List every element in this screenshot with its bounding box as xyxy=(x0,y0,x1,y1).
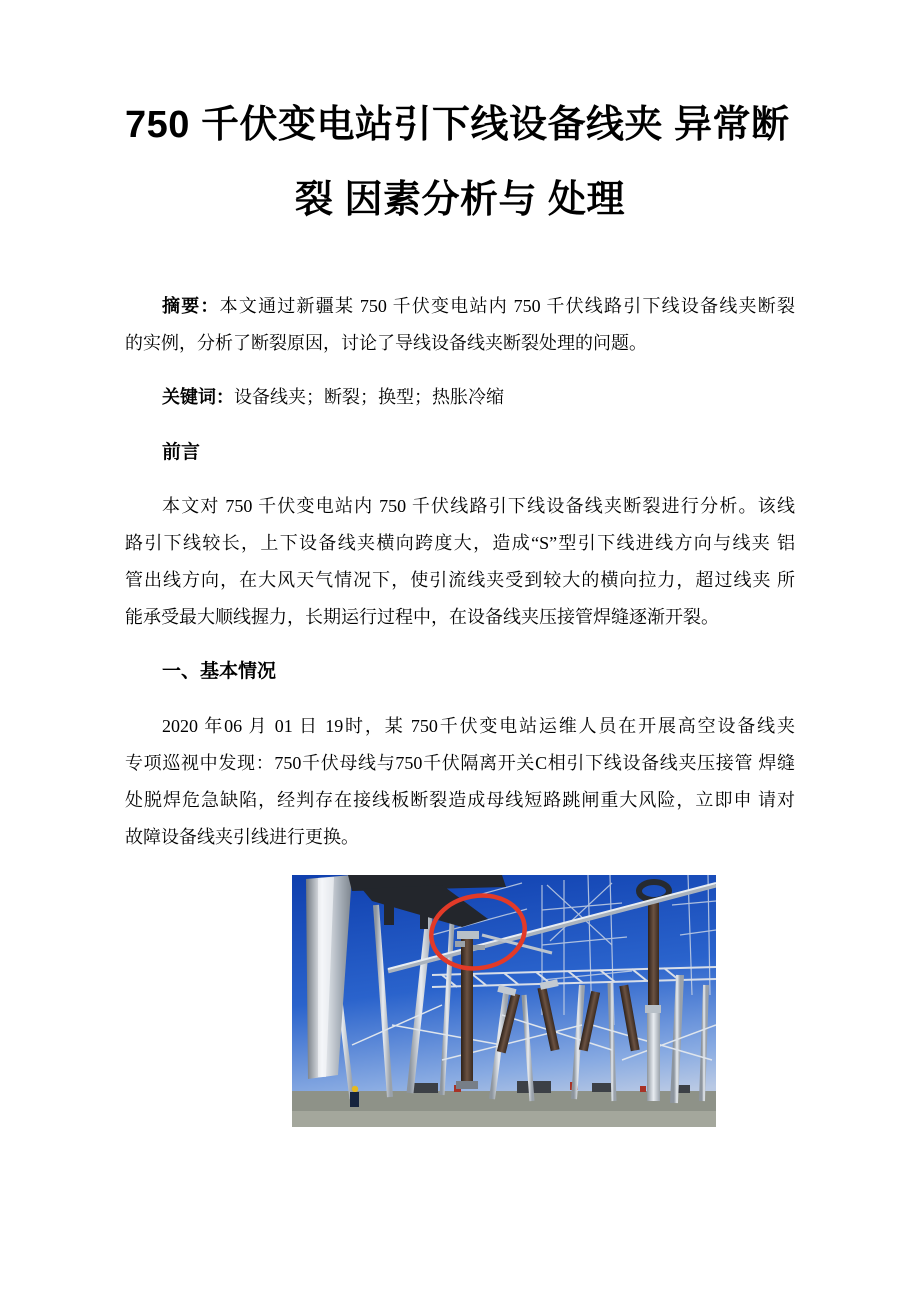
substation-photo-svg xyxy=(292,875,716,1127)
substation-photo xyxy=(292,875,716,1127)
keywords-line xyxy=(125,379,795,416)
preface-paragraph xyxy=(125,488,795,636)
abstract-line xyxy=(125,288,795,325)
section1-heading: 一、基本情况 xyxy=(162,661,277,682)
body-line: 本文对 750 千伏变电站内 750 千伏线路引下线设备线夹断裂进行分析。该线 xyxy=(162,496,795,516)
body-line: 故障设备线夹引线进行更换。 xyxy=(125,827,359,847)
body-line: 专项巡视中发现：750千伏母线与750千伏隔离开关C相引下线设备线夹压接管 焊缝 xyxy=(125,753,795,773)
abstract-paragraph xyxy=(125,288,795,362)
preface-heading: 前言 xyxy=(162,442,201,463)
keywords-label: 关键词： xyxy=(162,387,234,407)
keywords-text: 设备线夹；断裂；换型；热胀冷缩 xyxy=(234,387,504,407)
abstract-label: 摘要： xyxy=(162,296,220,316)
abstract-line: 的实例，分析了断裂原因，讨论了导线设备线夹断裂处理的问题。 xyxy=(125,333,647,353)
keywords-content xyxy=(125,379,795,416)
document-title-line-1: 750 千伏变电站引下线设备线夹 异常断 xyxy=(125,104,790,146)
body-line: 管出线方向，在大风天气情况下，使引流线夹受到较大的横向拉力，超过线夹 所 xyxy=(125,570,795,590)
abstract-text: 本文通过新疆某 750 千伏变电站内 750 千伏线路引下线设备线夹断裂 xyxy=(219,296,795,316)
document-title-line-2: 裂 因素分析与 处理 xyxy=(294,179,626,221)
section1-paragraph xyxy=(125,708,795,856)
body-line: 2020 年06 月 01 日 19时，某 750千伏变电站运维人员在开展高空设备线夹 xyxy=(162,716,795,736)
body-line: 路引下线较长，上下设备线夹横向跨度大，造成“S”型引下线进线方向与线夹 铝 xyxy=(125,533,795,553)
body-line: 能承受最大顺线握力，长期运行过程中，在设备线夹压接管焊缝逐渐开裂。 xyxy=(125,607,719,627)
photo-road xyxy=(292,1111,716,1127)
body-line: 处脱焊危急缺陷，经判存在接线板断裂造成母线短路跳闸重大风险，立即申 请对 xyxy=(125,790,795,810)
